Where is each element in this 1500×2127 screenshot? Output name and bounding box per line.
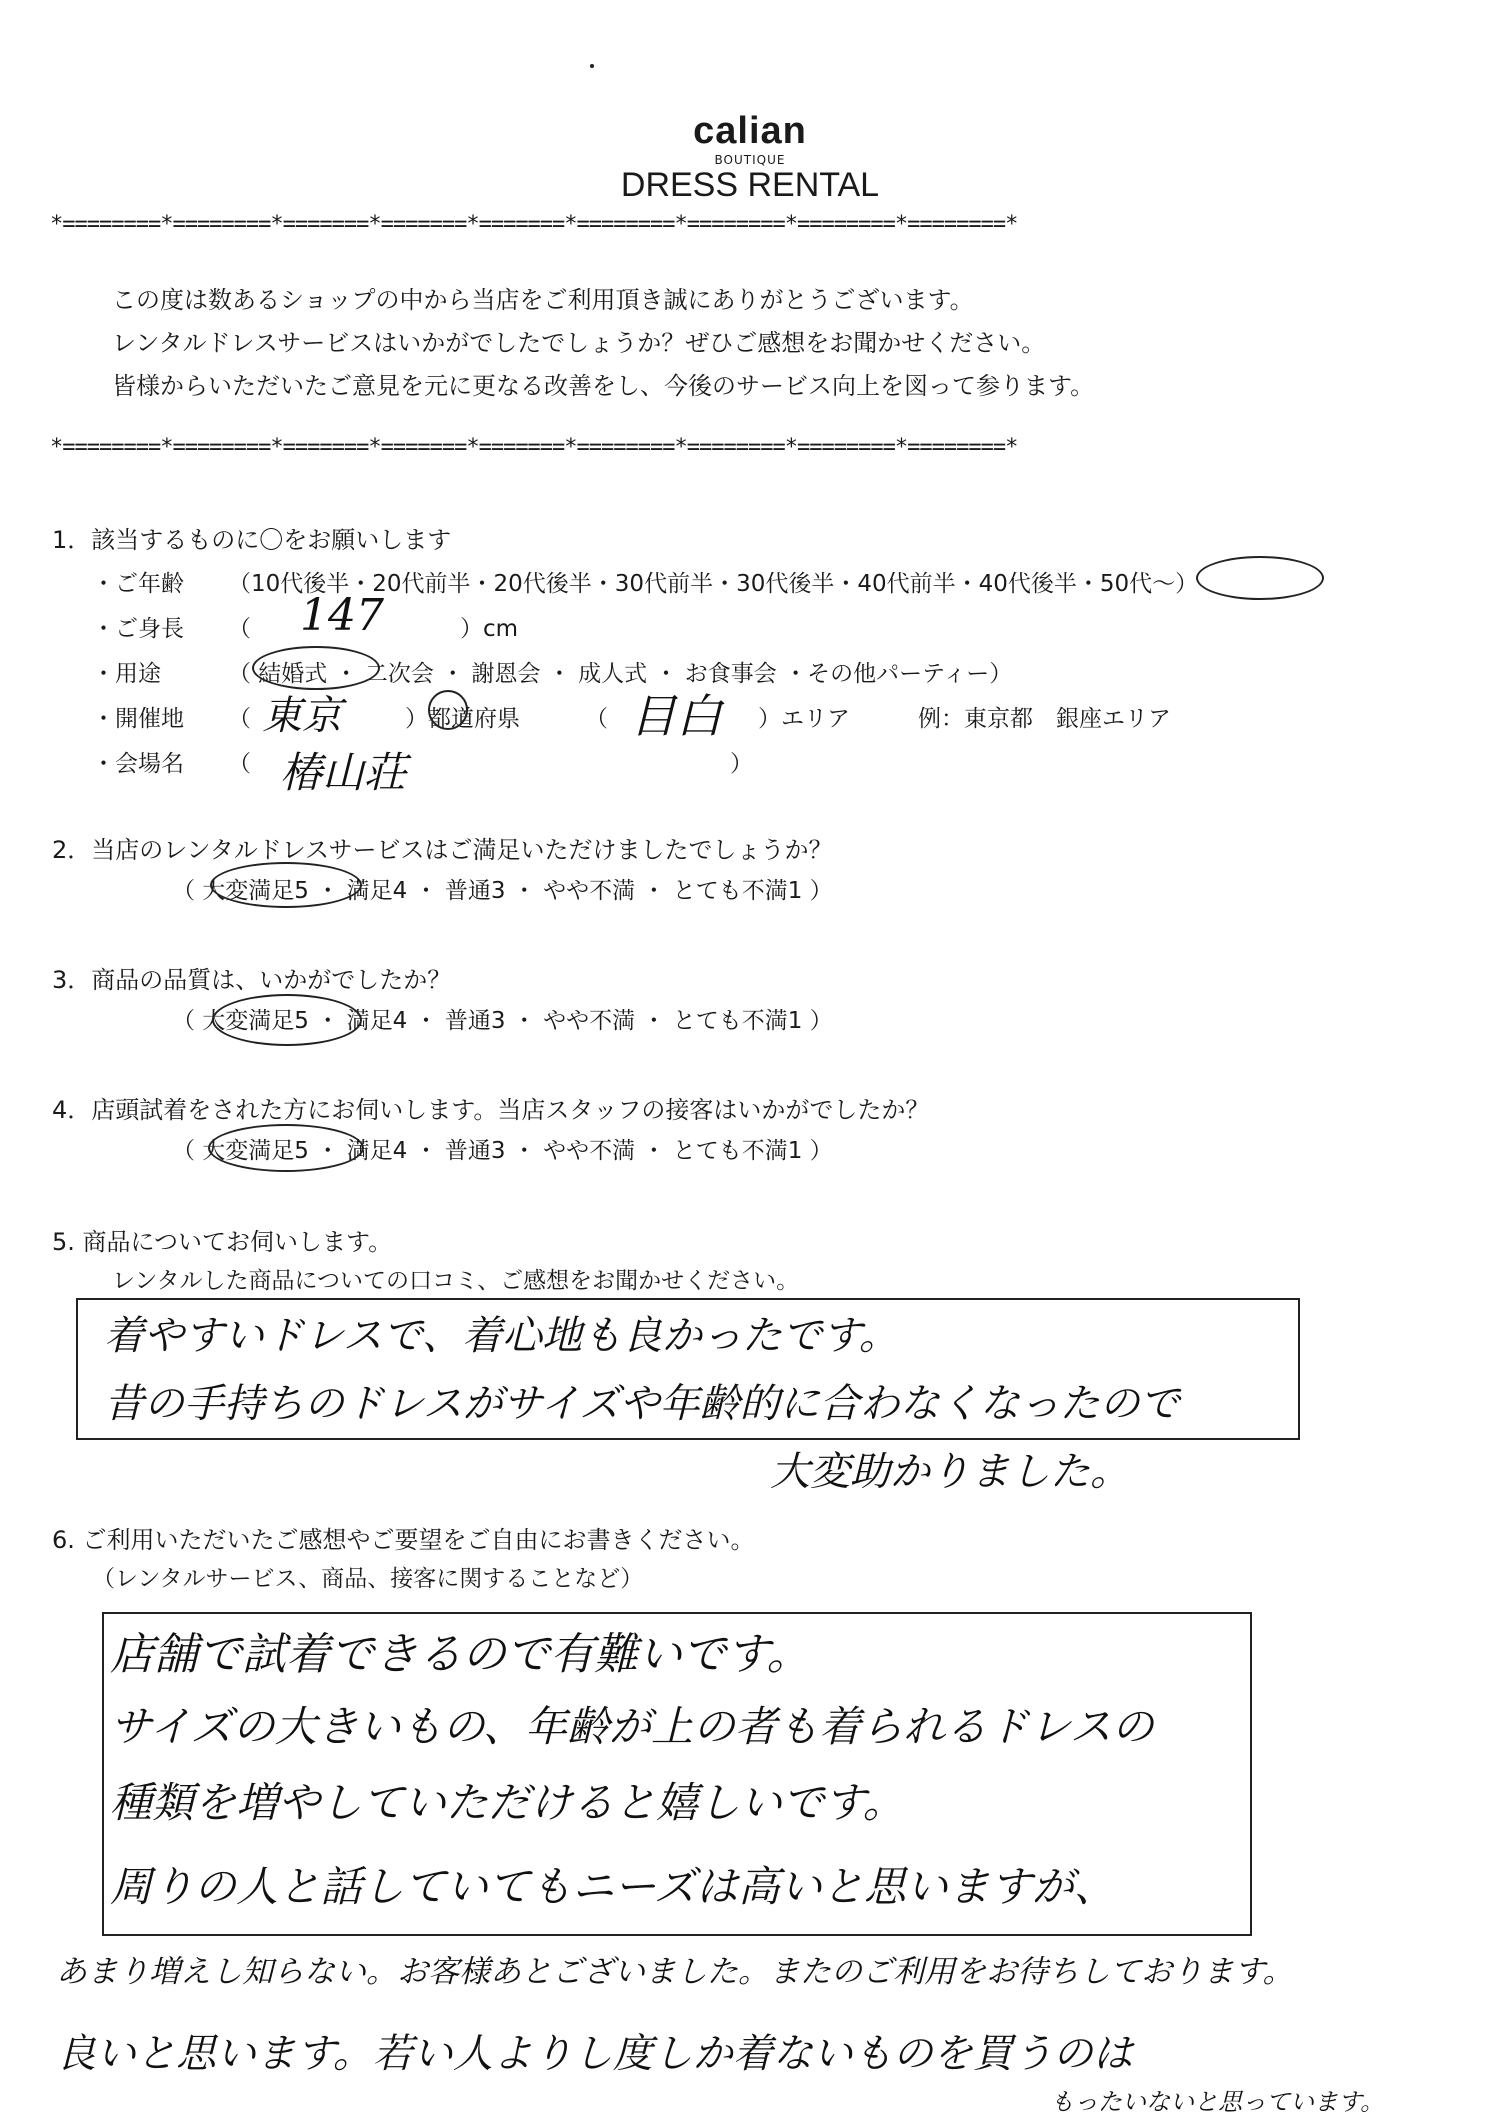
q5-title: 5. 商品についてお伺いします。 [52, 1228, 393, 1256]
q6-answer-line-5: あまり増えし知らない。お客様あとございました。またのご利用をお待ちしております。 [56, 1954, 1294, 1990]
use-label: ・用途 [92, 661, 161, 687]
q5-answer-line-2: 昔の手持ちのドレスがサイズや年齢的に合わなくなったので [104, 1381, 1180, 1427]
q6-answer-line-6: 良いと思います。若い人よりし度しか着ないものを買うのは [56, 2031, 1133, 2077]
q6-answer-line-3: 種類を増やしていただけると嬉しいです。 [110, 1778, 905, 1827]
intro-line-2: レンタルドレスサービスはいかがでしたでしょうか？ぜひご感想をお聞かせください。 [112, 329, 1046, 357]
place-area-open: （ [585, 706, 608, 732]
use-options: （ 結婚式 ・ 二次会 ・ 謝恩会 ・ 成人式 ・ お食事会 ・その他パーティー） [228, 661, 1013, 687]
q6-answer-line-7: もったいないと思っています。 [1050, 2088, 1385, 2116]
venue-label: ・会場名 [92, 751, 184, 777]
q2-title: 2．当店のレンタルドレスサービスはご満足いただけましたでしょうか？ [52, 836, 833, 864]
venue-close: ） [730, 751, 753, 777]
q5-subtitle: レンタルした商品についての口コミ、ご感想をお聞かせください。 [112, 1268, 800, 1294]
q2-options: （ 大変満足5 ・ 満足4 ・ 普通3 ・ やや不満 ・ とても不満1 ） [172, 878, 833, 904]
place-label: ・開催地 [92, 706, 184, 732]
height-unit: ）cm [460, 616, 519, 642]
q3-title: 3．商品の品質は、いかがでしたか？ [52, 966, 452, 994]
height-open: （ [228, 616, 251, 642]
q6-answer-line-4: 周りの人と話していてもニーズは高いと思いますが、 [110, 1862, 1116, 1911]
place-open: （ [228, 706, 251, 732]
q4-selected-circle [208, 1124, 364, 1172]
place-area-value: 目白 [630, 689, 722, 743]
q2-selected-circle [210, 862, 362, 908]
q4-title: 4．店頭試着をされた方にお伺いします。当店スタッフの接客はいかがでしたか？ [52, 1096, 930, 1124]
q3-selected-circle [212, 994, 362, 1046]
venue-open: （ [228, 751, 251, 777]
place-area-suffix: ）エリア [758, 706, 850, 732]
age-label: ・ご年齢 [92, 571, 184, 597]
q4-options: （ 大変満足5 ・ 満足4 ・ 普通3 ・ やや不満 ・ とても不満1 ） [172, 1138, 833, 1164]
brand-dress-rental: DRESS RENTAL [620, 166, 880, 204]
venue-value: 椿山荘 [280, 748, 407, 797]
brand-boutique: BOUTIQUE [714, 153, 786, 167]
q6-answer-line-1: 店舗で試着できるので有難いです。 [110, 1629, 811, 1680]
q3-options: （ 大変満足5 ・ 満足4 ・ 普通3 ・ やや不満 ・ とても不満1 ） [172, 1008, 833, 1034]
intro-line-1: この度は数あるショップの中から当店をご利用頂き誠にありがとうございます。 [112, 286, 974, 314]
place-pref-suffix: ）都道府県 [405, 706, 520, 732]
q6-answer-line-2: サイズの大きいもの、年齢が上の者も着られるドレスの [110, 1702, 1154, 1751]
scan-speck [590, 64, 594, 68]
height-value: 147 [300, 590, 384, 641]
q5-answer-line-3: 大変助かりました。 [770, 1449, 1130, 1495]
q1-title: 1．該当するものに〇をお願いします [52, 526, 452, 554]
separator-top: *========*========*=======*=======*=======*========*========*========*========* [50, 212, 1018, 237]
height-label: ・ご身長 [92, 616, 184, 642]
place-example: 例：東京都 銀座エリア [918, 706, 1171, 732]
age-options: （10代後半・20代前半・20代後半・30代前半・30代後半・40代前半・40代後半・50代～） [228, 571, 1199, 597]
separator-bottom: *========*========*=======*=======*=======*========*========*========*========* [50, 435, 1018, 460]
intro-line-3: 皆様からいただいたご意見を元に更なる改善をし、今後のサービス向上を図って参ります。 [112, 372, 1095, 400]
brand-logo: calian [693, 110, 807, 152]
age-selected-circle [1196, 556, 1324, 600]
q6-title: 6. ご利用いただいたご感想やご要望をご自由にお書きください。 [52, 1526, 755, 1554]
q6-subtitle: （レンタルサービス、商品、接客に関することなど） [92, 1566, 644, 1592]
place-pref-value: 東京 [262, 693, 342, 739]
pref-circle [428, 690, 468, 730]
q5-answer-line-1: 着やすいドレスで、着心地も良かったです。 [104, 1313, 899, 1359]
